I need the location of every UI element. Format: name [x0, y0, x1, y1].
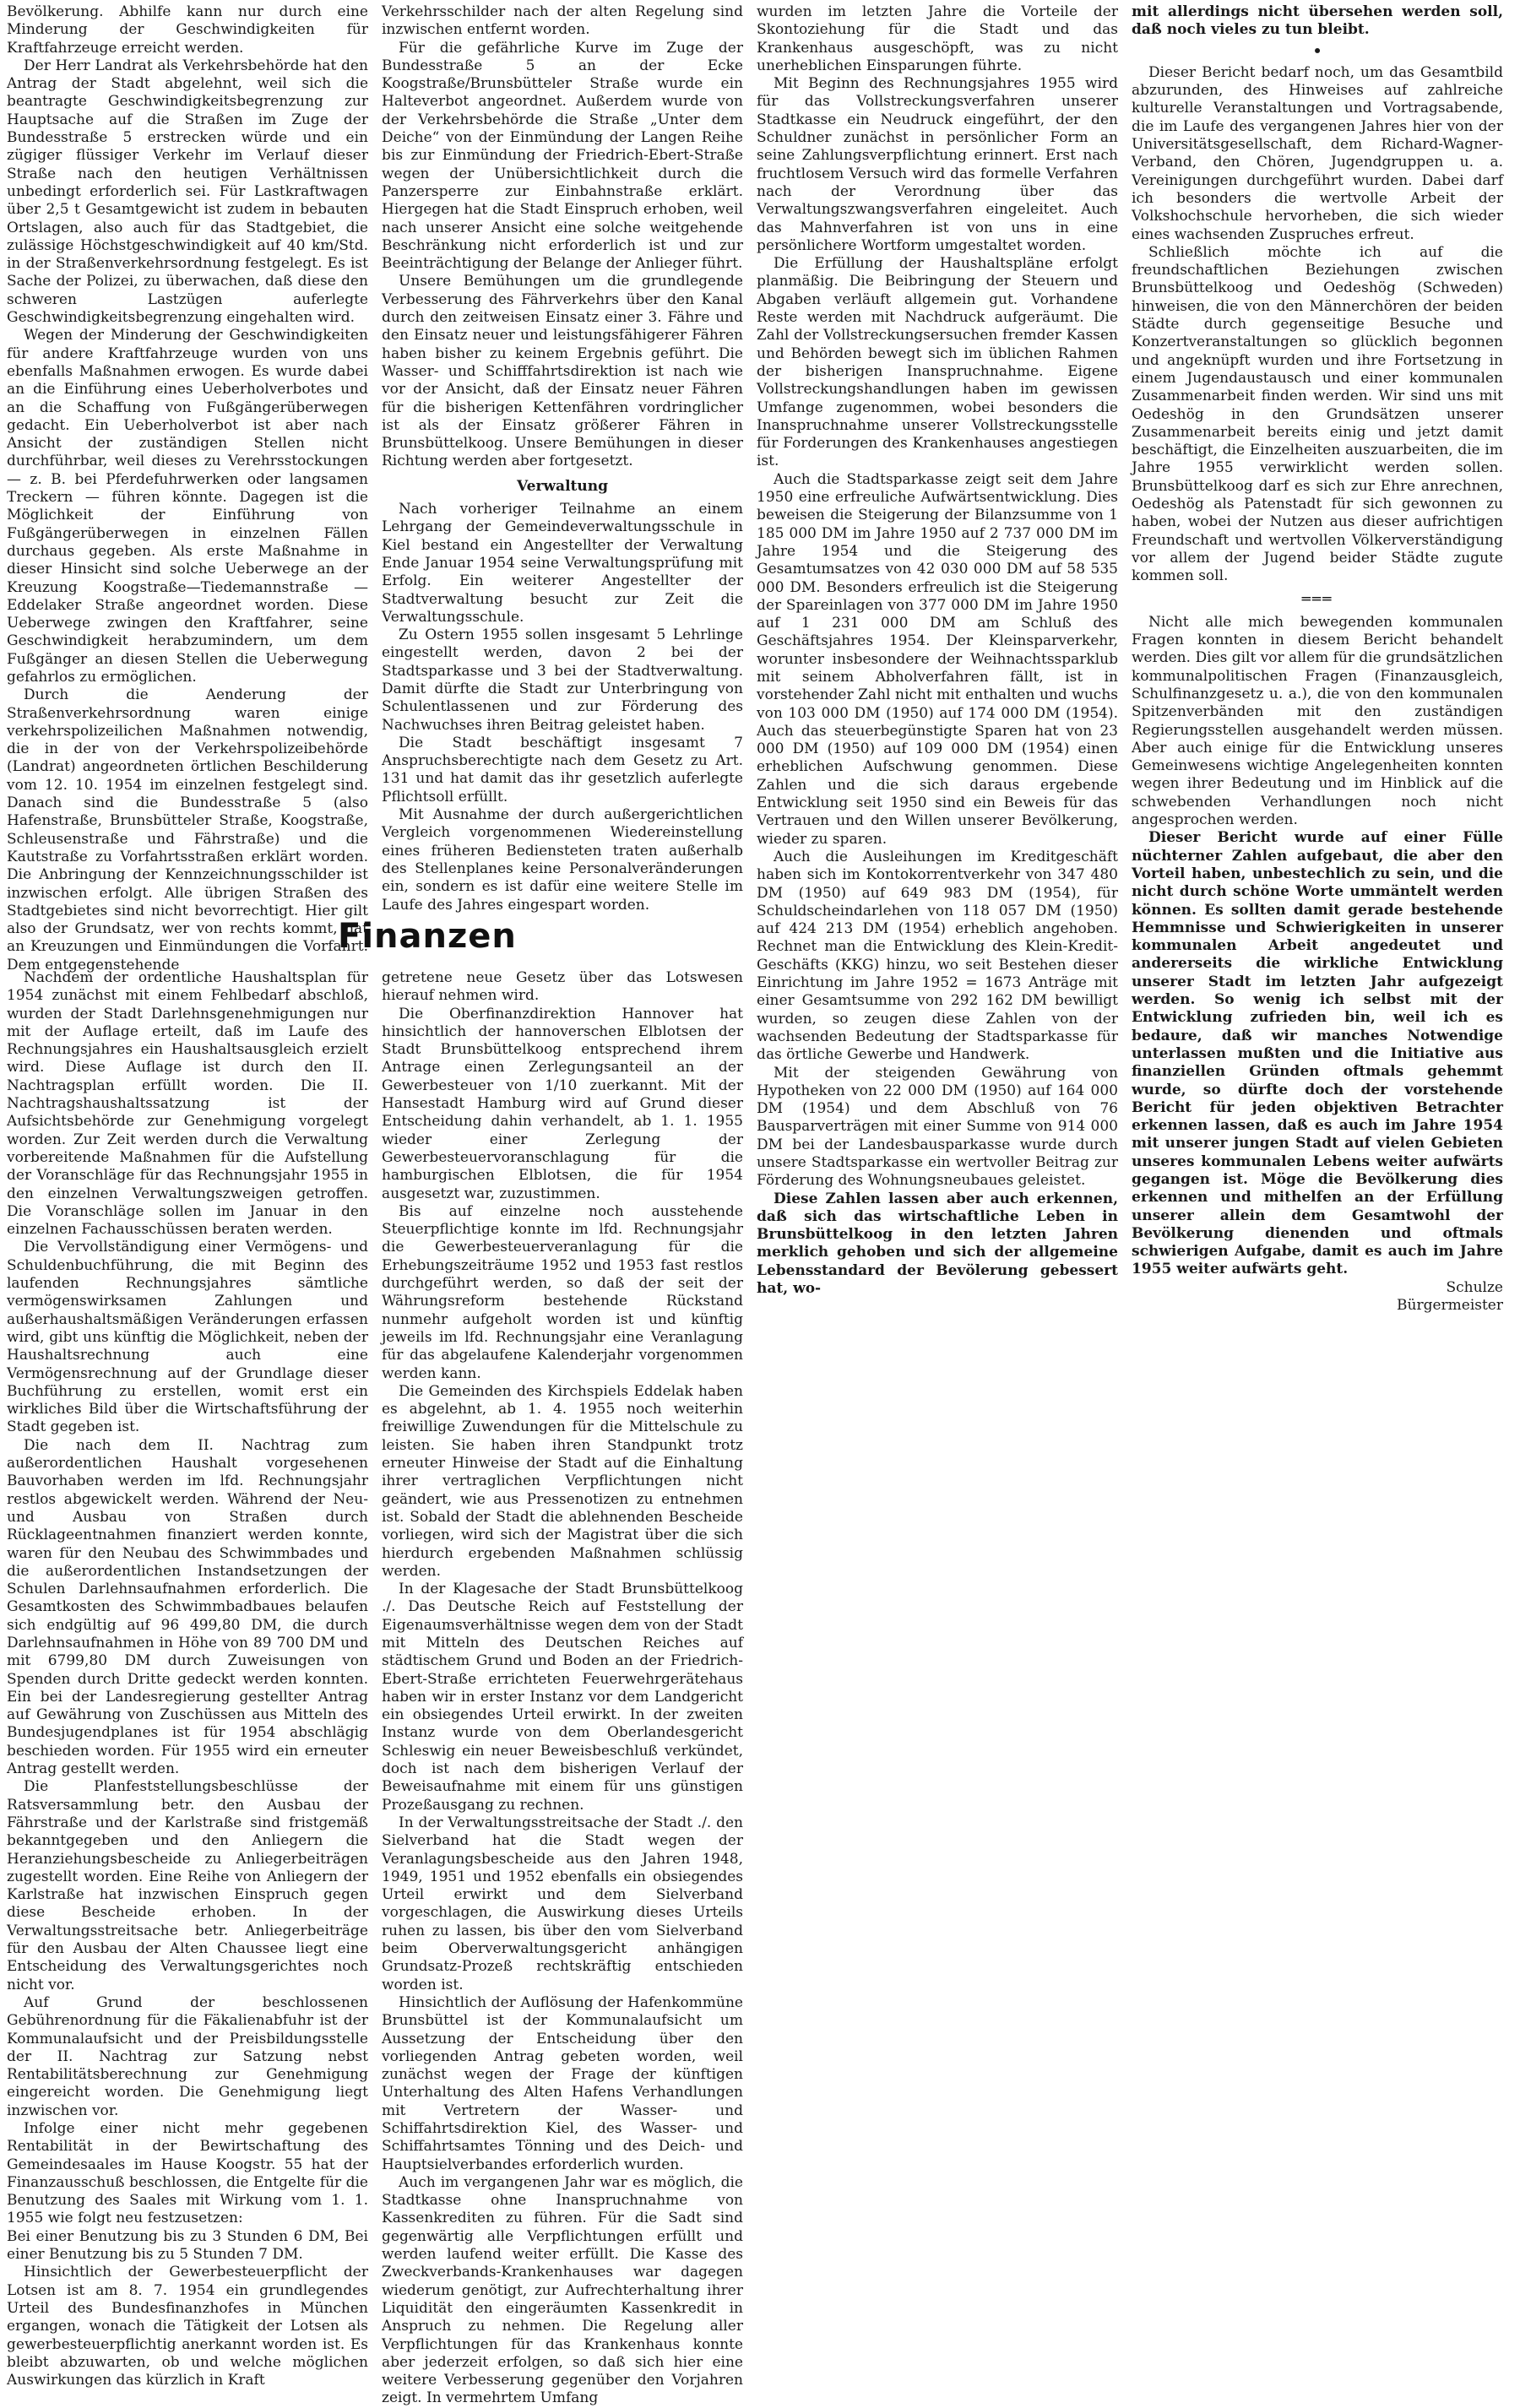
section-heading-verwaltung: Verwaltung	[517, 477, 608, 495]
paragraph: Die Planfeststellungsbeschlüsse der Ratsversammlung betr. den Ausbau der Fährstraße und der Karlstraße sind fristgemäß bekanntgegeben und den Anliegern die Heranziehungsbescheide zu Anliegerbeiträgen zugestellt worden. Eine Reihe von Anliegern der Karlstraße hat inzwischen Einspruch gegen diese Bescheide erhoben. In der Verwaltungsstreitsache betr. Anliegerbeiträge für den Ausbau der Alten Chaussee liegt eine Entscheidung des Verwaltungsgerichtes noch nicht vor.	[7, 1778, 368, 1993]
paragraph: Nachdem der ordentliche Haushaltsplan für 1954 zunächst mit einem Fehlbedarf abschloß, wurden der Stadt Darlehnsgenehmigungen nur mit der Auflage erteilt, daß im Laufe des Rechnungsjahres ein Haushaltsausgleich erzielt wird. Diese Auflage ist durch den II. Nachtragsplan erfüllt worden. Die II. Nachtragshaushaltssatzung ist der Aufsichtsbehörde zur Genehmigung vorgelegt worden. Zur Zeit werden durch die Verwaltung vorbereitende Maßnahmen für die Aufstellung der Voranschläge für das Rechnungsjahr 1955 in den einzelnen Verwaltungszweigen getroffen. Die Voranschläge sollen im Januar in den einzelnen Fachausschüssen beraten werden.	[7, 969, 368, 1239]
paragraph: Hinsichtlich der Gewerbesteuerpflicht der Lotsen ist am 8. 7. 1954 ein grundlegendes Urteil des Bundesfinanzhofes in München ergangen, wonach die Tätigkeit der Lotsen als gewerbesteuerpflichtig anerkannt worden ist. Es bleibt abzuwarten, ob und welche möglichen Auswirkungen das kürzlich in Kraft	[7, 2264, 368, 2389]
paragraph: Unsere Bemühungen um die grundlegende Verbesserung des Fährverkehrs über den Kanal durch den zeitweisen Einsatz einer 3. Fähre und den Einsatz neuer und leistungsfähigerer Fähren haben bisher zu keinem Ergebnis geführt. Die Wasser- und Schifffahrtsdirektion ist nach wie vor der Ansicht, daß der Einsatz neuer Fähren für die bisherigen Kettenfähren vordringlicher ist als der Einsatz größerer Fähren in Brunsbüttelkoog. Unsere Bemühungen in dieser Richtung werden aber fortgesetzt.	[382, 273, 743, 470]
section-heading-finanzen: Finanzen	[338, 917, 517, 956]
paragraph: Auf Grund der beschlossenen Gebührenordnung für die Fäkalienabfuhr ist der Kommunalaufsicht und der Preisbildungsstelle der II. Nachtrag zur Satzung nebst Rentabilitätsberechnung zur Genehmigung eingereicht worden. Die Genehmigung liegt inzwischen vor.	[7, 1993, 368, 2119]
separator-dot: •	[1312, 42, 1322, 60]
separator-double-rule: ═══	[1301, 590, 1333, 608]
column-1-top	[7, 3, 368, 974]
paragraph: getretene neue Gesetz über das Lotswesen hierauf nehmen wird.	[382, 969, 743, 1005]
paragraph: Zu Ostern 1955 sollen insgesamt 5 Lehrlinge eingestellt werden, davon 2 bei der Stadtsparkasse und 3 bei der Stadtverwaltung. Damit dürfte die Stadt zur Unterbringung von Schulentlassenen und zur Förderung des Nachwuchses ihren Beitrag geleistet haben.	[382, 626, 743, 734]
paragraph: Dieser Bericht bedarf noch, um das Gesamtbild abzurunden, des Hinweises auf zahlreiche kulturelle Veranstaltungen und Vortragsabende, die im Laufe des vergangenen Jahres hier von der Universitätsgesellschaft, dem Richard-Wagner-Verband, den Chören, Jugendgruppen u. a. Vereinigungen durchgeführt wurden. Dabei darf ich besonders die wertvolle Arbeit der Volkshochschule hervorheben, die sich wieder eines wachsenden Zuspruches erfreut.	[1132, 63, 1503, 243]
column-2-bottom	[382, 969, 743, 2407]
column-3	[757, 3, 1118, 1298]
paragraph: Nach vorheriger Teilnahme an einem Lehrgang der Gemeindeverwaltungsschule in Kiel bestand ein Angestellter der Verwaltung Ende Januar 1954 seine Verwaltungsprüfung mit Erfolg. Ein weiterer Angestellter der Stadtverwaltung besucht zur Zeit die Verwaltungsschule.	[382, 501, 743, 626]
paragraph: Mit Ausnahme der durch außergerichtlichen Vergleich vorgenommenen Wiedereinstellung eines früheren Bediensteten traten außerhalb des Stellenplanes keine Personalveränderungen ein, sondern es ist dafür eine weitere Stelle im Laufe des Jahres eingespart worden.	[382, 806, 743, 914]
column-2-top	[382, 3, 743, 912]
paragraph: Bei einer Benutzung bis zu 3 Stunden 6 DM, Bei einer Benutzung bis zu 5 Stunden 7 DM.	[7, 2227, 368, 2264]
paragraph: In der Klagesache der Stadt Brunsbüttelkoog ./. Das Deutsche Reich auf Feststellung der Eigenaumsverhältnisse wegen dem von der Stadt mit Mitteln des Deutschen Reiches auf städtischem Grund und Boden an der Friedrich-Ebert-Straße errichteten Feuerwehrgerätehaus haben wir in erster Instanz vor dem Landgericht ein obsiegendes Urteil erwirkt. In der zweiten Instanz wurde von dem Oberlandesgericht Schleswig ein neuer Beweisbeschluß verkündet, doch ist nach dem bisherigen Verlauf der Beweisaufnahme mit einem für uns günstigen Prozeßausgang zu rechnen.	[382, 1581, 743, 1814]
paragraph: Wegen der Minderung der Geschwindigkeiten für andere Kraftfahrzeuge wurden von uns ebenfalls Maßnahmen erwogen. Es wurde dabei an die Einführung eines Ueberholverbotes und an die Schaffung von Fußgängerüberwegen gedacht. Ein Ueberholverbot ist aber nach Ansicht der zuständigen Stellen nicht durchführbar, weil dieses zu Verehrsstockungen — z. B. bei Pferdefuhrwerken oder langsamen Treckern — führen könnte. Dagegen ist die Möglichkeit der Einführung von Fußgängerüberwegen in einzelnen Fällen durchaus gegeben. Als erste Maßnahme in dieser Hinsicht sind solche Ueberwege an der Kreuzung Koogstraße—Tiedemannstraße — Eddelaker Straße angeordnet worden. Diese Ueberwege zwingen den Kraftfahrer, seine Geschwindigkeit herabzumindern, um dem Fußgänger an diesen Stellen die Ueberwegung gefahrlos zu ermöglichen.	[7, 327, 368, 686]
paragraph: Die Erfüllung der Haushaltspläne erfolgt planmäßig. Die Beibringung der Steuern und Abgaben verläuft allgemein gut. Vorhandene Reste werden mit Nachdruck aufgeräumt. Die Zahl der Vollstreckungsersuchen fremder Kassen und Behörden bewegt sich im üblichen Rahmen der bisherigen Inanspruchnahme. Eigene Vollstreckungshandlungen haben im gewissen Umfange zugenommen, wobei besonders die Inanspruchnahme unserer Vollstreckungsstelle für Forderungen des Krankenhauses angestiegen ist.	[757, 255, 1118, 470]
paragraph: Diese Zahlen lassen aber auch erkennen, daß sich das wirtschaftliche Leben in Brunsbüttelkoog in den letzten Jahren merklich gehoben und sich der allgemeine Lebensstandard der Bevölerung gebessert hat, wo-	[757, 1190, 1118, 1298]
paragraph: Nicht alle mich bewegenden kommunalen Fragen konnten in diesem Bericht behandelt werden. Dies gilt vor allem für die grundsätzlichen kommunalpolitischen Fragen (Finanzausgleich, Schulfinanzgesetz u. a.), die von den kommunalen Spitzenverbänden mit den zuständigen Regierungsstellen ausgehandelt werden müssen. Aber auch einige für die Entwicklung unseres Gemeinwesens wichtige Angelegenheiten konnten wegen ihrer Bedeutung und im Hinblick auf die schwebenden Verhandlungen noch nicht angesprochen werden.	[1132, 613, 1503, 829]
paragraph: Auch die Stadtsparkasse zeigt seit dem Jahre 1950 eine erfreuliche Aufwärtsentwicklung. Dies beweisen die Steigerung der Bilanzsumme von 1 185 000 DM im Jahre 1950 auf 2 737 000 DM im Jahre 1954 und die Steigerung des Gesamtumsatzes von 42 030 000 DM auf 58 535 000 DM. Besonders erfreulich ist die Steigerung der Spareinlagen von 377 000 DM im Jahre 1950 auf 1 231 000 DM am Schluß des Geschäftsjahres 1954. Der Kleinsparverkehr, worunter insbesondere der Weihnachtssparklub mit seinem Abholverfahren fällt, ist in vorstehender Zahl nicht mit enthalten und wuchs von 103 000 DM (1950) auf 174 000 DM (1954). Auch das steuerbegünstigte Sparen hat von 23 000 DM (1950) auf 109 000 DM (1954) einen erheblichen Aufschwung genommen. Diese Zahlen und die sich daraus ergebende Entwicklung seit 1950 sind ein Beweis für das Vertrauen und den Willen unserer Bevölkerung, wieder zu sparen.	[757, 470, 1118, 848]
paragraph: In der Verwaltungsstreitsache der Stadt ./. den Sielverband hat die Stadt wegen der Veranlagungsbescheide aus den Jahren 1948, 1949, 1951 und 1952 ebenfalls ein obsiegendes Urteil erwirkt und dem Sielverband vorgeschlagen, die Auswirkung dieses Urteils ruhen zu lassen, bis über den vom Sielverband beim Oberverwaltungsgericht anhängigen Grundsatz-Prozeß rechtskräftig entschieden worden ist.	[382, 1814, 743, 1993]
paragraph: Durch die Aenderung der Straßenverkehrsordnung waren einige verkehrspolizeilichen Maßnahmen notwendig, die in der von der Verkehrspolizeibehörde (Landrat) angeordneten örtlichen Beschilderung vom 12. 10. 1954 im einzelnen festgelegt sind. Danach sind die Bundesstraße 5 (also Hafenstraße, Brunsbütteler Straße, Koogstraße, Schleusenstraße und Fährstraße) und die Kautstraße zu Vorfahrtsstraßen erklärt worden. Die Anbringung der Kennzeichnungsschilder ist inzwischen erfolgt. Alle übrigen Straßen des Stadtgebietes sind nicht bevorrechtigt. Hier gilt also der Grundsatz, wer von rechts kommt, hat an Kreuzungen und Einmündungen die Vorfahrt. Dem entgegenstehende	[7, 686, 368, 974]
paragraph: Die Stadt beschäftigt insgesamt 7 Anspruchsberechtigte nach dem Gesetz zu Art. 131 und hat damit das ihr gesetzlich auferlegte Pflichtsoll erfüllt.	[382, 734, 743, 805]
paragraph: Auch die Ausleihungen im Kreditgeschäft haben sich im Kontokorrentverkehr von 347 480 DM (1950) auf 649 983 DM (1954), für Schuldscheindarlehen von 118 057 DM (1950) auf 424 213 DM (1954) erheblich angehoben. Rechnet man die Entwicklung des Klein-Kredit-Geschäfts (KKG) hinzu, wo seit Bestehen dieser Einrichtung im Jahre 1952 = 1673 Anträge mit einer Gesamtsumme von 292 162 DM bewilligt wurden, so zeugen diese Zahlen von der wachsenden Bedeutung der Stadtsparkasse für das örtliche Gewerbe und Handwerk.	[757, 848, 1118, 1064]
paragraph: Auch im vergangenen Jahr war es möglich, die Stadtkasse ohne Inanspruchnahme von Kassenkrediten zu führen. Für die Sadt sind gegenwärtig alle Verpflichtungen erfüllt und werden laufend weiter erfüllt. Die Kasse des Zweckverbands-Krankenhauses war dagegen wiederum genötigt, zur Aufrechterhaltung ihrer Liquidität den eingeräumten Kassenkredit in Anspruch zu nehmen. Die Regelung aller Verpflichtungen für das Krankenhaus konnte aber jederzeit erfolgen, so daß sich hier eine weitere Verbesserung gegenüber den Vorjahren zeigt. In vermehrtem Umfang	[382, 2173, 743, 2407]
paragraph: Verkehrsschilder nach der alten Regelung sind inzwischen entfernt worden.	[382, 3, 743, 39]
paragraph: Infolge einer nicht mehr gegebenen Rentabilität in der Bewirtschaftung des Gemeindesaales im Hause Koogstr. 55 hat der Finanzausschuß beschlossen, die Entgelte für die Benutzung des Saales mit Wirkung vom 1. 1. 1955 wie folgt neu festzusetzen:	[7, 2120, 368, 2227]
paragraph: Mit der steigenden Gewährung von Hypotheken von 22 000 DM (1950) auf 164 000 DM (1954) und dem Abschluß von 76 Bausparverträgen mit einer Summe von 914 000 DM bei der Landesbausparkasse wurde durch unsere Stadtsparkasse ein wertvoller Beitrag zur Förderung des Wohnungsneubaues geleistet.	[757, 1064, 1118, 1190]
paragraph: Dieser Bericht wurde auf einer Fülle nüchterner Zahlen aufgebaut, die aber den Vorteil haben, unbestechlich zu sein, und die nicht durch schöne Worte ummäntelt werden können. Es sollten damit gerade bestehende Hemmnisse und Schwierigkeiten in unserer kommunalen Arbeit angedeutet und andererseits die wirkliche Entwicklung unserer Stadt im letzten Jahr aufgezeigt werden. So wenig ich selbst mit der Entwicklung zufrieden bin, weil ich es bedaure, daß wir manches Notwendige unterlassen mußten und die Initiative aus finanziellen Gründen oftmals gehemmt wurde, so dürfte doch der vorstehende Bericht für jeden objektiven Betrachter erkennen lassen, daß es auch im Jahre 1954 mit unserer jungen Stadt auf vielen Gebieten unseres kommunalen Lebens weiter aufwärts gegangen ist. Möge die Bevölkerung dies erkennen und mithelfen an der Erfüllung unserer allein dem Gesamtwohl der Bevölkerung dienenden und oftmals schwierigen Aufgabe, damit es auch im Jahre 1955 weiter aufwärts geht.	[1132, 829, 1503, 1278]
paragraph: Schließlich möchte ich auf die freundschaftlichen Beziehungen zwischen Brunsbüttelkoog und Oedeshög (Schweden) hinweisen, die von den Männerchören der beiden Städte durch gegenseitige Besuche und Konzertveranstaltungen so glücklich begonnen und angeknüpft wurden und ihre Fortsetzung in einem Jugendaustausch und einer kommunalen Zusammenarbeit finden werden. Wir sind uns mit Oedeshög in den Grundsätzen unserer Zusammenarbeit bereits einig und jetzt damit beschäftigt, die Einzelheiten auszuarbeiten, die im Jahre 1955 verwirklicht werden sollen. Brunsbüttelkoog darf es sich zur Ehre anrechnen, Oedeshög als Patenstadt für sich gewonnen zu haben, wobei der Nutzen aus dieser aufrichtigen Freundschaft und wertvollen Völkerverständigung vor allem der Jugend beider Städte zugute kommen soll.	[1132, 243, 1503, 585]
column-1-bottom	[7, 969, 368, 2389]
paragraph: Die Gemeinden des Kirchspiels Eddelak haben es abgelehnt, ab 1. 4. 1955 noch weiterhin freiwillige Zuwendungen für die Mittelschule zu leisten. Sie haben ihren Standpunkt trotz erneuter Hinweise der Stadt auf die Einhaltung ihrer vertraglichen Verpflichtungen nicht geändert, wie aus Pressenotizen zu entnehmen ist. Sobald der Stadt die ablehnenden Bescheide vorliegen, wird sich der Magistrat über die sich hierdurch ergebenden Maßnahmen schlüssig werden.	[382, 1382, 743, 1580]
paragraph: wurden im letzten Jahre die Vorteile der Skontoziehung für die Stadt und das Krankenhaus ausgeschöpft, was zu nicht unerheblichen Einsparungen führte.	[757, 3, 1118, 74]
column-4	[1132, 3, 1503, 1315]
signature-name: Schulze	[1446, 1278, 1503, 1296]
paragraph: Die nach dem II. Nachtrag zum außerordentlichen Haushalt vorgesehenen Bauvorhaben werden im lfd. Rechnungsjahr restlos abgewickelt werden. Während der Neu- und Ausbau von Straßen durch Rücklageentnahmen finanziert werden konnte, waren für den Neubau des Schwimmbades und die außerordentlichen Instandsetzungen der Schulen Darlehnsaufnahmen erforderlich. Die Gesamtkosten des Schwimmbadbaues belaufen sich endgültig auf 96 499,80 DM, die durch Darlehnsaufnahmen in Höhe von 89 700 DM und mit 6799,80 DM durch Zuweisungen von Spenden durch Dritte gedeckt werden konnten. Ein bei der Landesregierung gestellter Antrag auf Gewährung von Zuschüssen aus Mitteln des Bundesjugendplanes ist für 1954 abschlägig beschieden worden. Für 1955 wird ein erneuter Antrag gestellt werden.	[7, 1436, 368, 1778]
paragraph: Die Vervollständigung einer Vermögens- und Schuldenbuchführung, die mit Beginn des laufenden Rechnungsjahres sämtliche vermögenswirksamen Zahlungen und außerhaushaltsmäßigen Veränderungen erfassen wird, gibt uns künftig die Möglichkeit, neben der Haushaltsrechnung auch eine Vermögensrechnung auf der Grundlage dieser Buchführung zu erstellen, womit erst ein wirkliches Bild über die Wirtschaftsführung der Stadt gegeben ist.	[7, 1239, 368, 1436]
paragraph: Hinsichtlich der Auflösung der Hafenkommüne Brunsbüttel ist der Kommunalaufsicht um Aussetzung der Entscheidung über den vorliegenden Antrag gebeten worden, weil zunächst wegen der Frage der künftigen Unterhaltung des Alten Hafens Verhandlungen mit Vertretern der Wasser- und Schiffahrtsdirektion Kiel, des Wasser- und Schiffahrtsamtes Tönning und des Deich- und Hauptsielverbandes erforderlich wurden.	[382, 1993, 743, 2173]
paragraph: Die Oberfinanzdirektion Hannover hat hinsichtlich der hannoverschen Elblotsen der Stadt Brunsbüttelkoog entsprechend ihrem Antrage einen Zerlegungsanteil an der Gewerbesteuer von 1/10 zuerkannt. Mit der Hansestadt Hamburg wird auf Grund dieser Entscheidung dahin verhandelt, ab 1. 1. 1955 wieder einer Zerlegung der Gewerbesteuervoranschlagung für die hamburgischen Elblotsen, die für 1954 ausgesetzt war, zuzustimmen.	[382, 1005, 743, 1202]
paragraph: Bevölkerung. Abhilfe kann nur durch eine Minderung der Geschwindigkeiten für Kraftfahrzeuge erreicht werden.	[7, 3, 368, 57]
paragraph: Mit Beginn des Rechnungsjahres 1955 wird für das Vollstreckungsverfahren unserer Stadtkasse ein Neudruck eingeführt, der den Schuldner zunächst in persönlicher Form an seine Zahlungsverpflichtung erinnert. Erst nach fruchtlosem Versuch wird das formelle Verfahren nach der Verordnung über das Verwaltungszwangsverfahren eingeleitet. Auch das Mahnverfahren ist von uns in eine persönlichere Wortform umgestaltet worden.	[757, 75, 1118, 254]
signature-title: Bürgermeister	[1397, 1297, 1503, 1315]
paragraph: mit allerdings nicht übersehen werden soll, daß noch vieles zu tun bleibt.	[1132, 3, 1503, 39]
paragraph: Bis auf einzelne noch ausstehende Steuerpflichtige konnte im lfd. Rechnungsjahr die Gewerbesteuerveranlagung für die Erhebungszeiträume 1952 und 1953 fast restlos durchgeführt werden, so daß der seit der Währungsreform bestehende Rückstand nunmehr aufgeholt worden ist und künftig jeweils im lfd. Rechnungsjahr eine Veranlagung für das abgelaufene Kalenderjahr vorgenommen werden kann.	[382, 1202, 743, 1382]
paragraph: Der Herr Landrat als Verkehrsbehörde hat den Antrag der Stadt abgelehnt, weil sich die beantragte Geschwindigkeitsbegrenzung zur Hauptsache auf die Straßen im Zuge der Bundesstraße 5 erstrecken würde und ein zügiger flüssiger Verkehr im Verlauf dieser Straße nach den heutigen Verhältnissen unbedingt erforderlich sei. Für Lastkraftwagen über 2,5 t Gesamtgewicht ist zudem in bebauten Ortslagen, also auch für das Stadtgebiet, die zulässige Höchstgeschwindigkeit auf 40 km/Std. in der Straßenverkehrsordnung festgelegt. Es ist Sache der Polizei, zu überwachen, daß diese den schweren Lastzügen auferlegte Geschwindigkeitsbegrenzung eingehalten wird.	[7, 57, 368, 327]
paragraph: Für die gefährliche Kurve im Zuge der Bundesstraße 5 an der Ecke Koogstraße/Brunsbütteler Straße wurde ein Halteverbot angeordnet. Außerdem wurde von der Verkehrsbehörde die Straße „Unter dem Deiche“ von der Einmündung der Langen Reihe bis zur Einmündung der Friedrich-Ebert-Straße wegen der Unübersichtlichkeit durch die Panzersperre zur Einbahnstraße erklärt. Hiergegen hat die Stadt Einspruch erhoben, weil nach unserer Ansicht eine solche weitgehende Beschränkung nicht erforderlich ist und zur Beeinträchtigung der Belange der Anlieger führt.	[382, 39, 743, 273]
